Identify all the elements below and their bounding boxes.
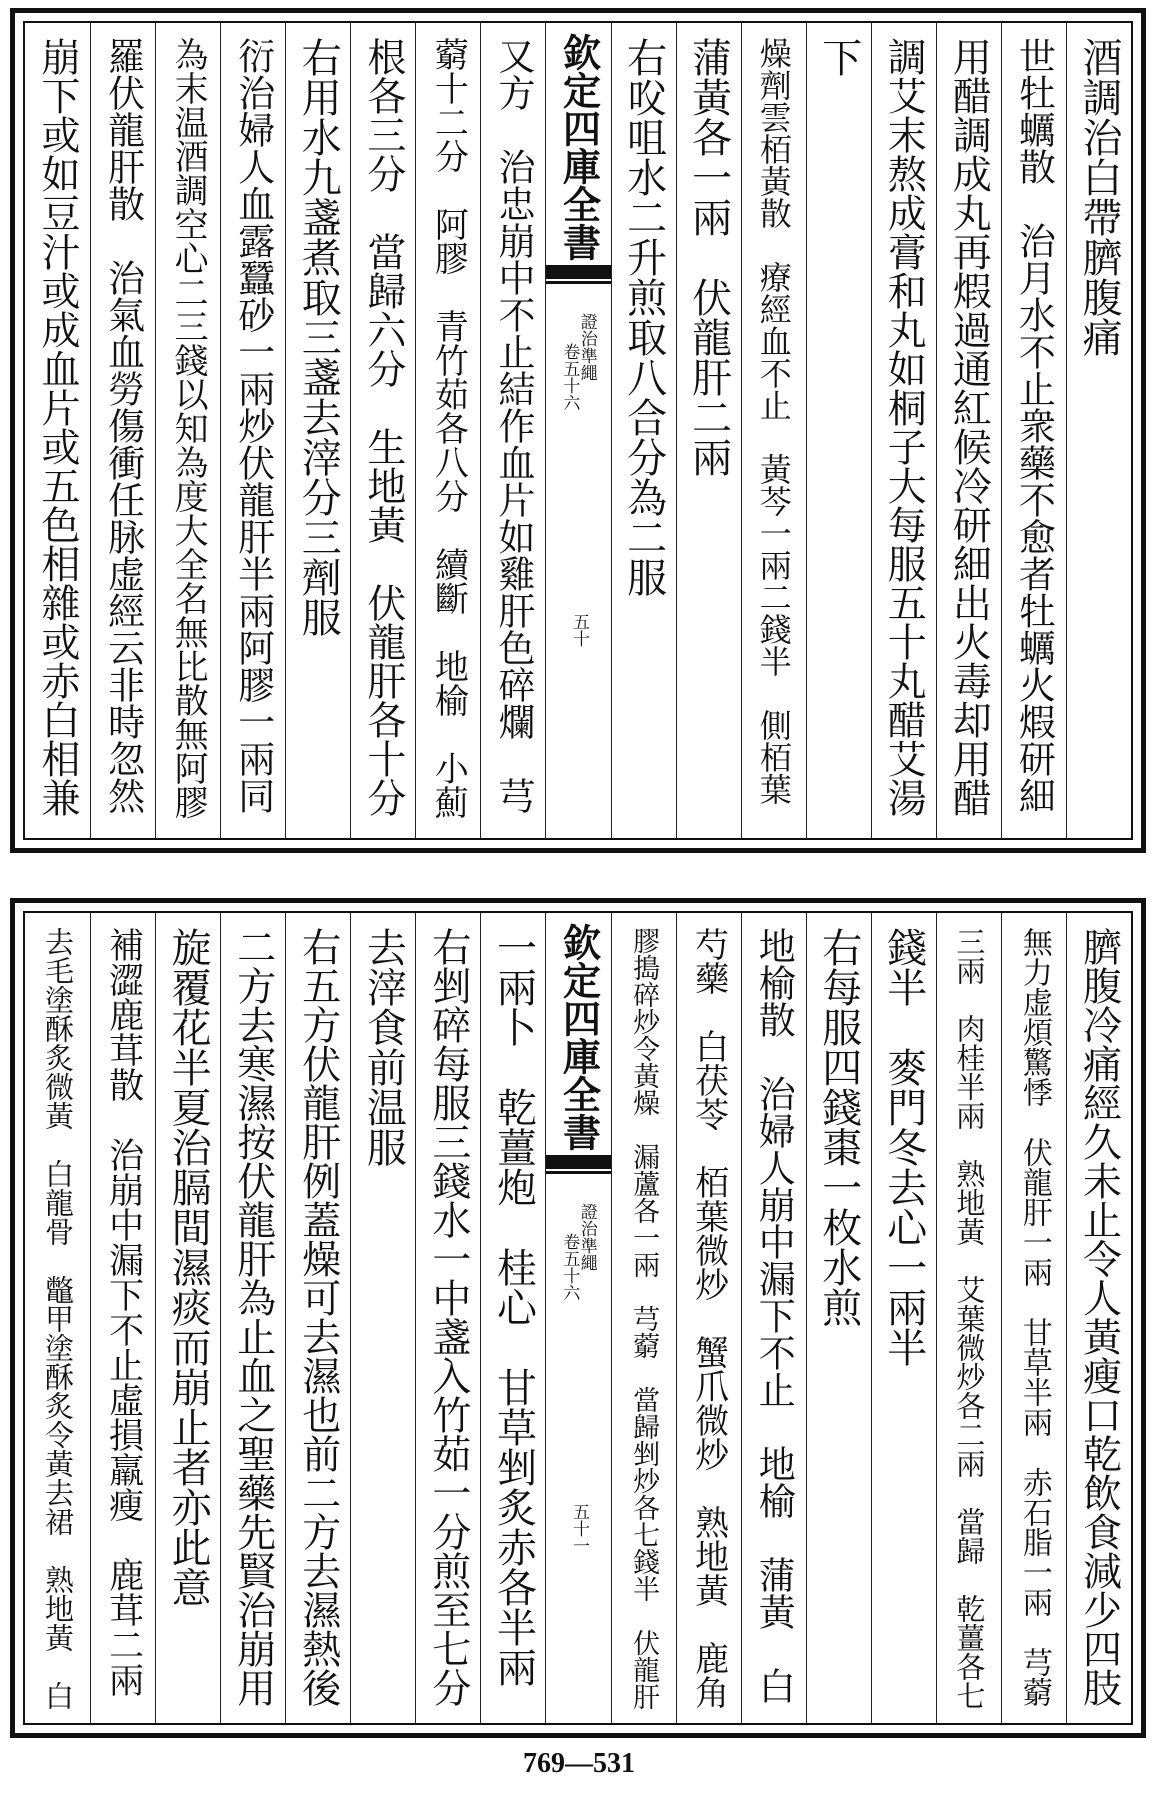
column-text: 右每服四錢棗一枚水煎 [815,927,862,1327]
text-column [155,23,220,838]
text-column [220,23,285,838]
column-text: 膠搗碎炒令黃燥 漏蘆各一兩 芎藭 當歸剉炒各七錢半 伏龍肝 [628,927,660,1710]
column-text: 下 [815,37,862,77]
text-column [806,913,871,1723]
column-text: 崩下或如豆汁或成血片或五色相雜或赤白相兼 [35,37,81,817]
column-text: 右用水九盞煮取三盞去滓分三劑服 [295,37,342,637]
text-column [1001,23,1066,838]
column-text: 補澀鹿茸散 治崩中漏下不止虛損羸瘦 鹿茸二兩 [103,927,144,1697]
column-text: 一兩卜 乾薑炮 桂心 甘草剉炙赤各半兩 [490,927,537,1687]
column-text: 右㕮咀水二升煎取八合分為二服 [620,37,667,597]
center-page-number: 五十 [569,613,589,647]
center-title: 欽定四庫全書 [556,33,602,261]
text-column [480,913,545,1723]
text-column [90,23,155,838]
column-text: 臍腹冷痛經久未止令人黃瘦口乾飲食減少四肢 [1076,927,1122,1707]
text-column [936,23,1001,838]
text-column [285,913,350,1723]
text-column [611,23,676,838]
bottom-page-panel [10,898,1146,1738]
text-column [415,913,480,1723]
center-juan-number: 卷五十六 [559,343,580,411]
column-text: 羅伏龍肝散 治氣血勞傷衝任脉虚經云非時忽然 [101,37,145,814]
text-column [25,913,90,1723]
fish-tail-line [546,281,610,284]
text-column [285,23,350,838]
column-text: 芍藥 白茯苓 栢葉微炒 蟹爪微炒 熟地黃 鹿角 [688,927,729,1709]
text-column [220,913,285,1723]
center-page-number: 五十一 [569,1503,589,1554]
center-book-title: 證治準繩 [576,313,597,381]
column-text: 為末温酒調空心二三錢以知為度大全名無比散無阿膠 [168,37,209,819]
column-text: 調艾末熬成膏和丸如桐子大每服五十丸醋艾湯 [881,37,927,817]
text-column [871,23,936,838]
column-text: 三兩 肉桂半兩 熟地黃 艾葉微炒各二兩 當歸 乾薑各七 [952,927,987,1710]
column-text: 酒調治白帶臍腹痛 [1075,37,1122,357]
column-text: 又方 治忠崩中不止結作血片如雞肝色碎爛 芎 [491,37,535,814]
column-text: 用醋調成丸再煆過通紅候冷研細出火毒却用醋 [946,37,992,817]
text-column [350,913,415,1723]
column-text: 蒲黃各一兩 伏龍肝二兩 [685,37,732,477]
column-text: 去滓食前温服 [360,927,407,1167]
text-column [90,913,155,1723]
text-column [806,23,871,838]
text-column [676,913,741,1723]
text-column [676,23,741,838]
text-column [871,913,936,1723]
column-text: 地榆散 治婦人崩中漏下不止 地榆 蒲黃 白 [752,927,796,1704]
column-text: 錢半 麥門冬去心一兩半 [880,927,927,1367]
text-column [936,913,1001,1723]
text-column [350,23,415,838]
top-page-panel [10,8,1146,853]
column-text: 旋覆花半夏治膈間濕痰而崩止者亦此意 [165,927,212,1607]
top-text-frame [23,21,1133,840]
column-text: 藭十二分 阿膠 青竹茹各八分 續斷 地榆 小薊 [428,37,469,819]
fish-tail-mark [546,1155,610,1169]
text-column [741,23,806,838]
text-column [155,913,220,1723]
text-column [1066,23,1131,838]
text-column [415,23,480,838]
fish-tail-mark [546,265,610,279]
column-text: 無力虚煩驚悸 伏龍肝一兩 甘草半兩 赤石脂一兩 芎藭 [1016,927,1052,1707]
text-column [480,23,545,838]
text-column [25,23,90,838]
column-text: 去毛塗酥炙微黃 白龍骨 鼈甲塗酥炙令黃去裙 熟地黃 白 [41,927,76,1710]
center-margin-block [545,913,610,1723]
column-text: 二方去寒濕按伏龍肝為止血之聖藥先賢治崩用 [230,927,276,1707]
center-title: 欽定四庫全書 [556,923,602,1151]
fish-tail-line [546,1171,610,1174]
text-column [1001,913,1066,1723]
page-number-caption: 769—531 [523,1748,635,1779]
column-text: 右剉碎每服三錢水一中盞入竹茹一分煎至七分 [425,927,471,1707]
text-column [741,913,806,1723]
column-text: 衍治婦人血露蠶砂一兩炒伏龍肝半兩阿膠一兩同 [231,37,275,814]
center-margin-block [545,23,610,838]
text-column [1066,913,1131,1723]
bottom-text-frame [23,911,1133,1725]
text-column [611,913,676,1723]
column-text: 右五方伏龍肝例蓋燥可去濕也前二方去濕熱後 [295,927,341,1707]
center-juan-number: 卷五十六 [559,1233,580,1301]
column-text: 根各三分 當歸六分 生地黃 伏龍肝各十分 [360,37,406,817]
center-book-title: 證治準繩 [576,1203,597,1271]
column-text: 燥劑雲栢黃散 療經血不止 黃芩一兩二錢半 側栢葉 [754,37,793,805]
column-text: 世牡蠣散 治月水不止衆藥不愈者牡蠣火煆研細 [1012,37,1056,814]
